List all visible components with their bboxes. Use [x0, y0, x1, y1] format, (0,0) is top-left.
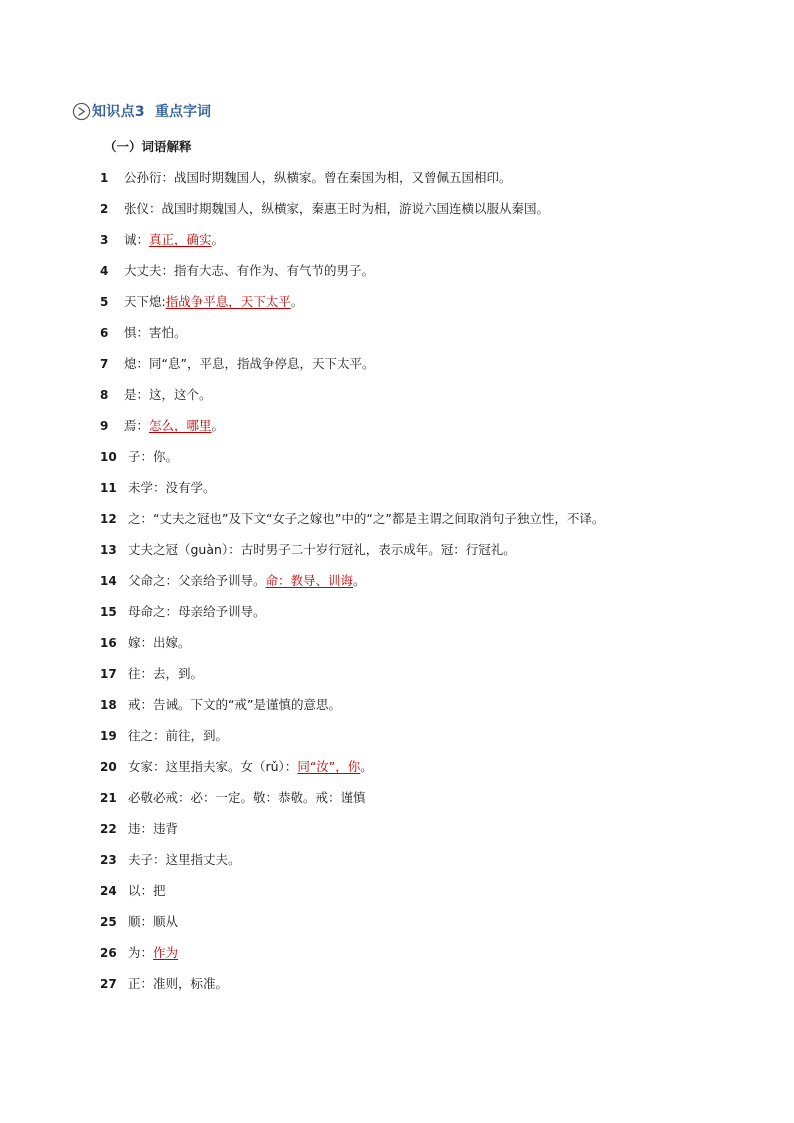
highlighted-definition: 真正，确实	[149, 232, 212, 248]
definition-text: 顺：顺从	[128, 914, 179, 930]
item-number: 24	[100, 884, 117, 899]
item-text	[128, 942, 178, 973]
item-text	[124, 353, 374, 384]
item-number: 4	[100, 264, 109, 279]
definition-text: 未学：没有学。	[128, 480, 216, 496]
item-text	[128, 849, 241, 880]
item-text	[128, 446, 178, 477]
item-number: 5	[100, 295, 109, 310]
item-text	[128, 477, 216, 508]
list-item	[100, 663, 740, 694]
item-text	[128, 539, 516, 570]
item-text	[124, 229, 224, 260]
definition-text: 。	[353, 573, 366, 589]
item-text	[124, 415, 224, 446]
definition-text: 焉：	[124, 418, 150, 434]
item-text	[128, 632, 191, 663]
definition-text: 。	[211, 232, 225, 248]
definition-text: 夫子：这里指丈夫。	[128, 852, 241, 868]
list-item	[100, 446, 740, 477]
definition-text: 父命之：父亲给予训导。	[128, 573, 266, 589]
item-text	[128, 725, 228, 756]
list-item	[100, 632, 740, 663]
item-number: 18	[100, 698, 117, 713]
item-number: 27	[100, 977, 117, 992]
item-text	[128, 911, 178, 942]
item-text	[128, 818, 178, 849]
definition-text: 往之：前往，到。	[128, 728, 229, 744]
list-item	[100, 880, 740, 911]
item-number: 26	[100, 946, 117, 961]
item-text	[124, 198, 549, 229]
list-item	[100, 942, 740, 973]
definition-text: 违：违背	[128, 821, 179, 837]
item-number: 14	[100, 574, 117, 589]
definition-text: 必敬必戒：必：一定。敬：恭敬。戒：谨慎	[128, 790, 366, 806]
definition-text: 。	[360, 759, 373, 775]
definition-text: 之：“丈夫之冠也”及下文“女子之嫁也”中的“之”都是主谓之间取消句子独立性，不译。	[128, 511, 605, 527]
item-number: 2	[100, 202, 109, 217]
item-number: 9	[100, 419, 109, 434]
list-item	[100, 756, 740, 787]
list-item	[100, 477, 740, 508]
item-number: 11	[100, 481, 117, 496]
list-item	[100, 508, 740, 539]
arrow-circle-icon	[72, 102, 91, 121]
item-number: 22	[100, 822, 117, 837]
item-text	[124, 291, 303, 322]
highlighted-definition: 作为	[153, 945, 179, 961]
item-number: 16	[100, 636, 117, 651]
item-number: 7	[100, 357, 109, 372]
item-text	[128, 570, 366, 601]
item-number: 17	[100, 667, 117, 682]
item-text	[124, 322, 187, 353]
list-item	[100, 911, 740, 942]
item-number: 13	[100, 543, 117, 558]
definition-text: 张仪：战国时期魏国人，纵横家，秦惠王时为相，游说六国连横以服从秦国。	[124, 201, 550, 217]
item-number: 20	[100, 760, 117, 775]
item-text	[128, 973, 228, 1004]
highlighted-definition: 命：教导、训诲	[265, 573, 354, 589]
item-text	[128, 756, 373, 787]
definition-text: 为：	[128, 945, 154, 961]
definition-text: 是：这，这个。	[124, 387, 212, 403]
list-item	[100, 353, 740, 384]
list-item	[100, 167, 740, 198]
list-item	[100, 229, 740, 260]
list-item	[100, 415, 740, 446]
list-item	[100, 384, 740, 415]
section-title: 重点字词	[154, 104, 211, 120]
list-item	[100, 601, 740, 632]
definition-text: 公孙衍：战国时期魏国人，纵横家。曾在秦国为相，又曾佩五国相印。	[124, 170, 512, 185]
item-number: 25	[100, 915, 117, 930]
section-number: 知识点3	[92, 104, 145, 120]
item-text	[128, 601, 266, 632]
definition-text: 。	[290, 294, 304, 310]
definition-text: 正：准则，标准。	[128, 976, 229, 992]
item-number: 21	[100, 791, 117, 806]
item-text	[128, 508, 604, 539]
item-number: 3	[100, 233, 109, 248]
vocabulary-list	[100, 167, 740, 1004]
item-number: 1	[100, 171, 109, 185]
item-number: 10	[100, 450, 117, 465]
highlighted-definition: 同“汝”，你	[297, 759, 361, 775]
definition-text: 惧：害怕。	[124, 325, 187, 341]
subsection-title: （一）词语解释	[104, 139, 192, 154]
list-item	[100, 849, 740, 880]
list-item	[100, 725, 740, 756]
definition-text: 往：去，到。	[128, 666, 204, 682]
item-number: 8	[100, 388, 109, 403]
item-text	[124, 167, 512, 198]
list-item	[100, 570, 740, 601]
definition-text: 以：把	[128, 883, 166, 899]
definition-text: 母命之：母亲给予训导。	[128, 604, 266, 620]
item-text	[124, 260, 374, 291]
item-number: 23	[100, 853, 117, 868]
item-text	[128, 880, 166, 911]
definition-text: 大丈夫：指有大志、有作为、有气节的男子。	[124, 263, 375, 279]
list-item	[100, 260, 740, 291]
definition-text: 。	[211, 418, 225, 434]
item-number: 12	[100, 512, 117, 527]
item-number: 19	[100, 729, 117, 744]
highlighted-definition: 指战争平息，天下太平	[165, 294, 291, 310]
definition-text: 熄：同“息”，平息，指战争停息，天下太平。	[124, 356, 375, 372]
item-text	[128, 663, 203, 694]
list-item	[100, 198, 740, 229]
definition-text: 子：你。	[128, 449, 179, 465]
list-item	[100, 818, 740, 849]
list-item	[100, 322, 740, 353]
item-text	[128, 694, 341, 725]
highlighted-definition: 怎么，哪里	[149, 418, 212, 434]
definition-text: 嫁：出嫁。	[128, 635, 191, 651]
definition-text: 天下熄:	[124, 294, 166, 310]
list-item	[100, 694, 740, 725]
list-item	[100, 787, 740, 818]
section-heading	[72, 100, 211, 122]
item-number: 15	[100, 605, 117, 620]
definition-text: 女家：这里指夫家。女（rǔ）：	[128, 759, 298, 775]
item-text	[128, 787, 366, 818]
list-item	[100, 291, 740, 322]
list-item	[100, 539, 740, 570]
definition-text: 丈夫之冠（guàn）：古时男子二十岁行冠礼，表示成年。冠：行冠礼。	[128, 542, 516, 558]
definition-text: 戒：告诫。下文的“戒”是谨慎的意思。	[128, 697, 341, 713]
item-text	[124, 384, 212, 415]
list-item	[100, 973, 740, 1004]
definition-text: 诚：	[124, 232, 150, 248]
item-number: 6	[100, 326, 109, 341]
